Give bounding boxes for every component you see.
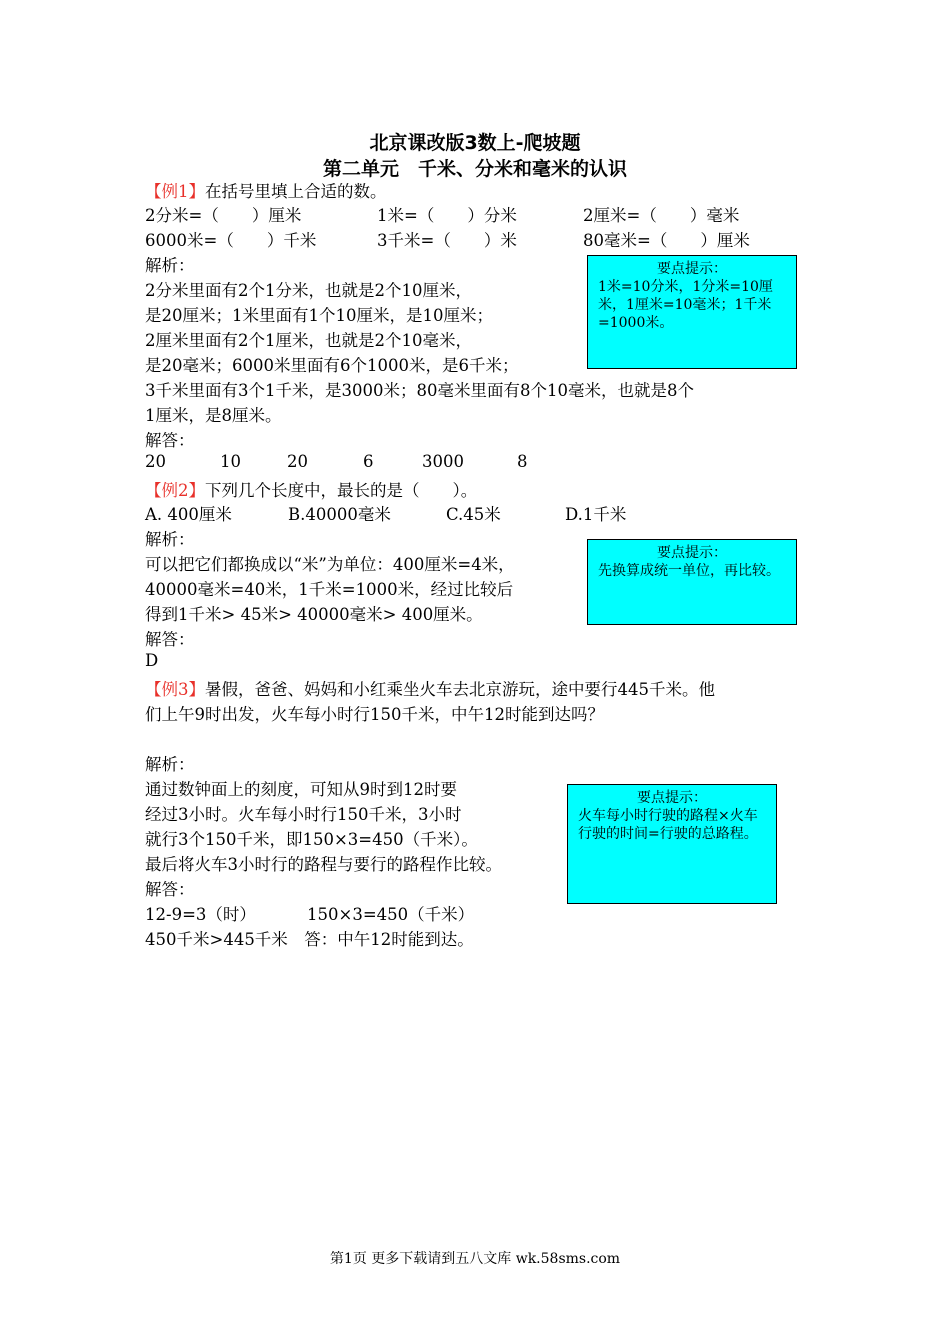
ex3-answer-line: [145, 901, 565, 925]
ex1-blank: 3千米=（ ）米: [377, 231, 517, 250]
ex3-analysis-line: 通过数钟面上的刻度，可知从9时到12时要: [145, 780, 457, 799]
ex1-blank: 2厘米=（ ）毫米: [583, 206, 740, 225]
ex1-tip-text: 1米=10分米，1分米=10厘米，1厘米=10毫米；1千米=1000米。: [598, 279, 773, 331]
ex1-answer: 20: [287, 452, 308, 471]
ex3-answer-line: 450千米>445千米 答：中午12时能到达。: [145, 930, 474, 949]
ex3-label: 【例3】: [145, 680, 205, 699]
ex1-analysis-line: 2分米里面有2个1分米，也就是2个10厘米，: [145, 281, 472, 300]
ex1-analysis-label: 解析：: [145, 256, 195, 275]
ex3-answer-label: 解答：: [145, 880, 195, 899]
ex3-question: 暑假，爸爸、妈妈和小红乘坐火车去北京游玩，途中要行445千米。他: [205, 680, 715, 699]
ex3-tip-box: [567, 784, 777, 904]
ex1-label: 【例1】: [145, 182, 205, 201]
ex2-analysis-line: 40000毫米=40米，1千米=1000米，经过比较后: [145, 580, 514, 599]
ex1-blank: 1米=（ ）分米: [377, 206, 517, 225]
ex2-analysis-label: 解析：: [145, 530, 195, 549]
ex3-analysis-line: 最后将火车3小时行的路程与要行的路程作比较。: [145, 855, 502, 874]
ex3-analysis-label: 解析：: [145, 755, 195, 774]
ex1-row2: [145, 227, 785, 251]
ex1-answer: 8: [517, 452, 528, 471]
ex3-answer-part: 12-9=3（时）: [145, 905, 256, 924]
ex1-answer: 6: [363, 452, 374, 471]
ex2-option: D.1千米: [565, 505, 627, 524]
ex1-analysis-line: 2厘米里面有2个1厘米，也就是2个10毫米，: [145, 331, 472, 350]
ex3-answer-part: 150×3=450（千米）: [307, 905, 475, 924]
ex1-answer: 10: [220, 452, 241, 471]
ex2-option: A. 400厘米: [145, 505, 232, 524]
ex1-analysis-line: 是20厘米；1米里面有1个10厘米，是10厘米；: [145, 306, 493, 325]
ex3-question-line: 们上午9时出发，火车每小时行150千米，中午12时能到达吗？: [145, 705, 604, 724]
ex2-answer-label: 解答：: [145, 630, 195, 649]
ex2-option: B.40000毫米: [288, 505, 391, 524]
ex3-analysis-line: 就行3个150千米，即150×3=450（千米）。: [145, 830, 478, 849]
page-title: 北京课改版3数上-爬坡题: [369, 132, 581, 154]
ex1-answers: [145, 452, 565, 476]
ex2-question: 下列几个长度中，最长的是（ ）。: [205, 481, 478, 500]
ex1-analysis-line: 1厘米，是8厘米。: [145, 406, 282, 425]
ex1-analysis-line: 是20毫米；6000米里面有6个1000米，是6千米；: [145, 356, 519, 375]
ex1-blank: 80毫米=（ ）厘米: [583, 231, 750, 250]
ex1-analysis-line: 3千米里面有3个1千米，是3000米；80毫米里面有8个10毫米，也就是8个: [145, 381, 694, 400]
ex2-question-line: [145, 477, 477, 501]
ex3-analysis-line: 经过3小时。火车每小时行150千米，3小时: [145, 805, 462, 824]
ex2-label: 【例2】: [145, 481, 205, 500]
ex2-tip-title: 要点提示：: [657, 545, 727, 561]
ex1-question-line: [145, 178, 387, 202]
ex1-answer: 3000: [422, 452, 464, 471]
ex2-options: [145, 501, 665, 525]
page-subtitle: 第二单元 千米、分米和毫米的认识: [322, 158, 627, 180]
ex1-answer: 20: [145, 452, 166, 471]
ex2-option: C.45米: [446, 505, 501, 524]
ex2-analysis-line: 可以把它们都换成以“米”为单位：400厘米=4米，: [145, 555, 515, 574]
ex2-answer: D: [145, 651, 159, 670]
page-footer: 第1页 更多下载请到五八文库 wk.58sms.com: [329, 1251, 621, 1267]
ex1-row1: [145, 202, 785, 226]
ex1-blank: 6000米=（ ）千米: [145, 231, 317, 250]
ex1-blank: 2分米=（ ）厘米: [145, 206, 302, 225]
ex3-question-line: [145, 676, 715, 700]
ex1-question: 在括号里填上合适的数。: [205, 182, 387, 201]
ex3-tip-text: 火车每小时行驶的路程×火车行驶的时间=行驶的总路程。: [578, 808, 758, 842]
ex1-answer-label: 解答：: [145, 431, 195, 450]
ex3-tip-title: 要点提示：: [637, 790, 707, 806]
ex2-analysis-line: 得到1千米> 45米> 40000毫米> 400厘米。: [145, 605, 483, 624]
ex1-tip-box: [587, 255, 797, 369]
ex2-tip-box: [587, 539, 797, 625]
ex1-tip-title: 要点提示：: [657, 261, 727, 277]
ex2-tip-text: 先换算成统一单位，再比较。: [598, 563, 780, 579]
